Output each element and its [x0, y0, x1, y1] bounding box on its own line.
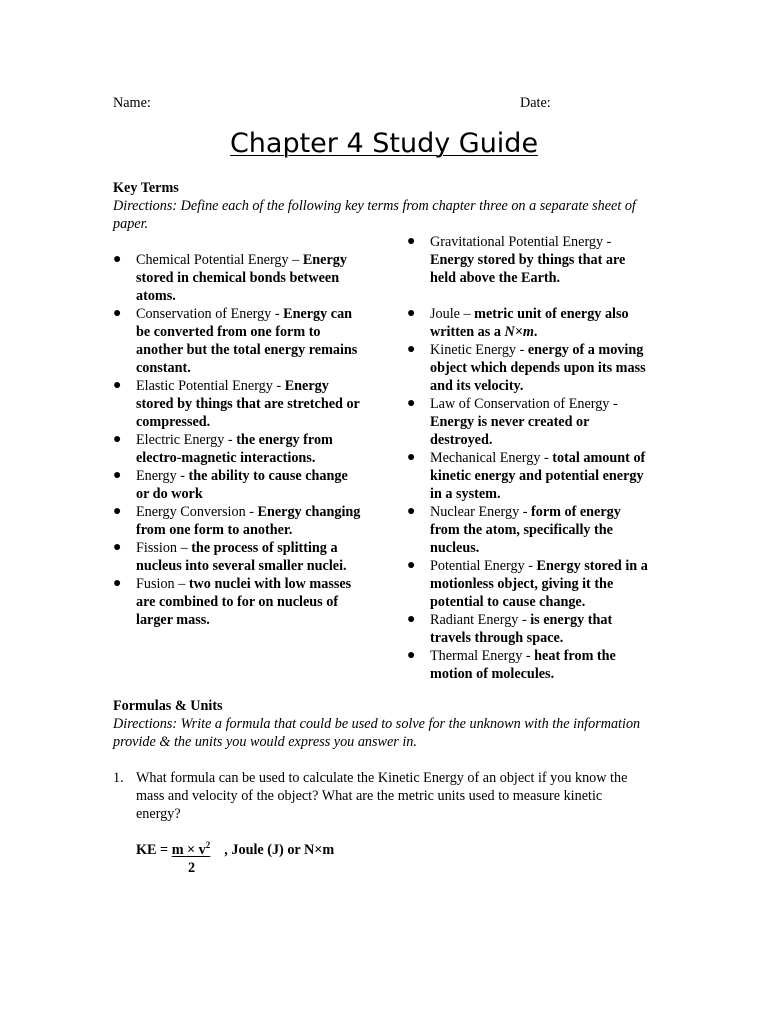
- term-definition: heat from the motion of molecules.: [430, 648, 616, 682]
- list-item: ● Radiant Energy - is energy that travels through space.: [407, 612, 613, 646]
- bullet-icon: ●: [113, 468, 122, 483]
- formula-numerator: $m \times v^2$: [171, 840, 211, 858]
- term-name: Mechanical Energy: [430, 450, 541, 466]
- formulas-heading: Formulas & Units: [113, 698, 223, 714]
- term-definition: energy of a moving object which depends upon its mass and its velocity.: [430, 342, 646, 394]
- key-terms-left-column: [113, 251, 363, 629]
- unit-symbol: N×m: [504, 324, 534, 340]
- term-name: Potential Energy: [430, 558, 525, 574]
- term-name: Joule: [430, 306, 460, 322]
- list-item: ● Joule – metric unit of energy also written as a N×m.: [407, 306, 629, 340]
- bullet-icon: ●: [407, 504, 416, 519]
- term-definition: the ability to cause change or do work: [136, 468, 348, 502]
- term-name: Thermal Energy: [430, 648, 523, 664]
- header-row: [113, 94, 673, 112]
- list-item: ● Kinetic Energy - energy of a moving object which depends upon its mass and its velocity.: [407, 342, 646, 394]
- term-name: Law of Conservation of Energy: [430, 396, 610, 412]
- term-definition: Energy stored by things that are held above the Earth.: [430, 252, 626, 286]
- bullet-icon: ●: [113, 432, 122, 447]
- list-item: ● Thermal Energy - heat from the motion of molecules.: [407, 648, 616, 682]
- bullet-icon: ●: [113, 576, 122, 591]
- term-definition: metric unit of energy also written as a N×m.: [430, 306, 629, 340]
- bullet-icon: ●: [407, 396, 416, 411]
- term-name: Kinetic Energy: [430, 342, 517, 358]
- term-name: Fusion: [136, 576, 175, 592]
- bullet-icon: ●: [407, 648, 416, 663]
- list-item: ● Gravitational Potential Energy - Energy stored by things that are held above the Earth.: [407, 234, 626, 286]
- formula-denominator: 2: [188, 860, 196, 876]
- term-name: Conservation of Energy: [136, 306, 272, 322]
- term-definition: Energy is never created or destroyed.: [430, 414, 590, 448]
- bullet-icon: ●: [407, 612, 416, 627]
- term-name: Chemical Potential Energy: [136, 252, 289, 268]
- page-title: Chapter 4 Study Guide: [229, 128, 539, 159]
- list-item: ● Fission – the process of splitting a nucleus into several smaller nuclei.: [113, 540, 347, 574]
- key-terms-directions: Directions: Define each of the following key terms from chapter three on a separate sheet of paper.: [113, 198, 636, 232]
- list-item: ● Chemical Potential Energy – Energy stored in chemical bonds between atoms.: [113, 252, 347, 304]
- bullet-icon: ●: [113, 540, 122, 555]
- formula-answer: [136, 841, 334, 859]
- term-definition: Energy stored in chemical bonds between atoms.: [136, 252, 347, 304]
- question-1: [113, 769, 643, 823]
- key-terms-heading: Key Terms: [113, 180, 179, 196]
- bullet-icon: ●: [407, 306, 416, 321]
- term-name: Nuclear Energy: [430, 504, 520, 520]
- list-item: ● Nuclear Energy - form of energy from the atom, specifically the nucleus.: [407, 504, 621, 556]
- term-definition: two nuclei with low masses are combined to for on nucleus of larger mass.: [136, 576, 352, 628]
- term-definition: is energy that travels through space.: [430, 612, 613, 646]
- list-item: ● Law of Conservation of Energy - Energy is never created or destroyed.: [407, 396, 618, 448]
- formulas-directions: Directions: Write a formula that could be used to solve for the unknown with the information provide & the units you would express you answer in.: [113, 716, 641, 750]
- term-definition: Energy changing from one form to another.: [136, 504, 361, 538]
- term-name: Radiant Energy: [430, 612, 519, 628]
- term-name: Energy: [136, 468, 177, 484]
- formula-units: , Joule (J) or N×m: [224, 842, 335, 858]
- list-item: ● Mechanical Energy - total amount of kinetic energy and potential energy in a system.: [407, 450, 646, 502]
- list-item: ● Elastic Potential Energy - Energy stored by things that are stretched or compressed.: [113, 378, 360, 430]
- question-text: What formula can be used to calculate the Kinetic Energy of an object if you know the mass and velocity of the object? What are the metric units used to measure kinetic energy?: [136, 770, 628, 822]
- name-label: Name:: [113, 95, 151, 111]
- bullet-icon: ●: [407, 234, 416, 249]
- exponent: 2: [205, 840, 211, 850]
- bullet-icon: ●: [407, 450, 416, 465]
- term-definition: the energy from electro-magnetic interactions.: [136, 432, 333, 466]
- term-definition: total amount of kinetic energy and potential energy in a system.: [430, 450, 646, 502]
- bullet-icon: ●: [113, 504, 122, 519]
- list-item: ● Energy - the ability to cause change or do work: [113, 468, 348, 502]
- bullet-icon: ●: [113, 378, 122, 393]
- list-item: ● Conservation of Energy - Energy can be converted from one form to another but the total energy remains constant.: [113, 306, 358, 376]
- term-name: Energy Conversion: [136, 504, 246, 520]
- term-definition: Energy stored in a motionless object, giving it the potential to cause change.: [430, 558, 648, 610]
- term-name: Elastic Potential Energy: [136, 378, 273, 394]
- term-definition: Energy stored by things that are stretched or compressed.: [136, 378, 360, 430]
- question-number: 1.: [113, 770, 124, 786]
- term-definition: Energy can be converted from one form to another but the total energy remains constant.: [136, 306, 358, 376]
- bullet-icon: ●: [407, 558, 416, 573]
- bullet-icon: ●: [407, 342, 416, 357]
- term-name: Gravitational Potential Energy: [430, 234, 604, 250]
- term-name: Fission: [136, 540, 178, 556]
- term-definition: the process of splitting a nucleus into several smaller nuclei.: [136, 540, 347, 574]
- spacer: [407, 287, 652, 305]
- date-label: Date:: [520, 95, 551, 111]
- bullet-icon: ●: [113, 252, 122, 267]
- list-item: ● Energy Conversion - Energy changing from one form to another.: [113, 504, 361, 538]
- formula-lhs: KE =: [136, 842, 172, 858]
- list-item: ● Fusion – two nuclei with low masses are combined to for on nucleus of larger mass.: [113, 576, 352, 628]
- list-item: ● Electric Energy - the energy from electro-magnetic interactions.: [113, 432, 333, 466]
- term-definition: form of energy from the atom, specifically the nucleus.: [430, 504, 621, 556]
- bullet-icon: ●: [113, 306, 122, 321]
- term-name: Electric Energy: [136, 432, 225, 448]
- list-item: ● Potential Energy - Energy stored in a motionless object, giving it the potential to cause change.: [407, 558, 648, 610]
- key-terms-right-column: [407, 233, 652, 683]
